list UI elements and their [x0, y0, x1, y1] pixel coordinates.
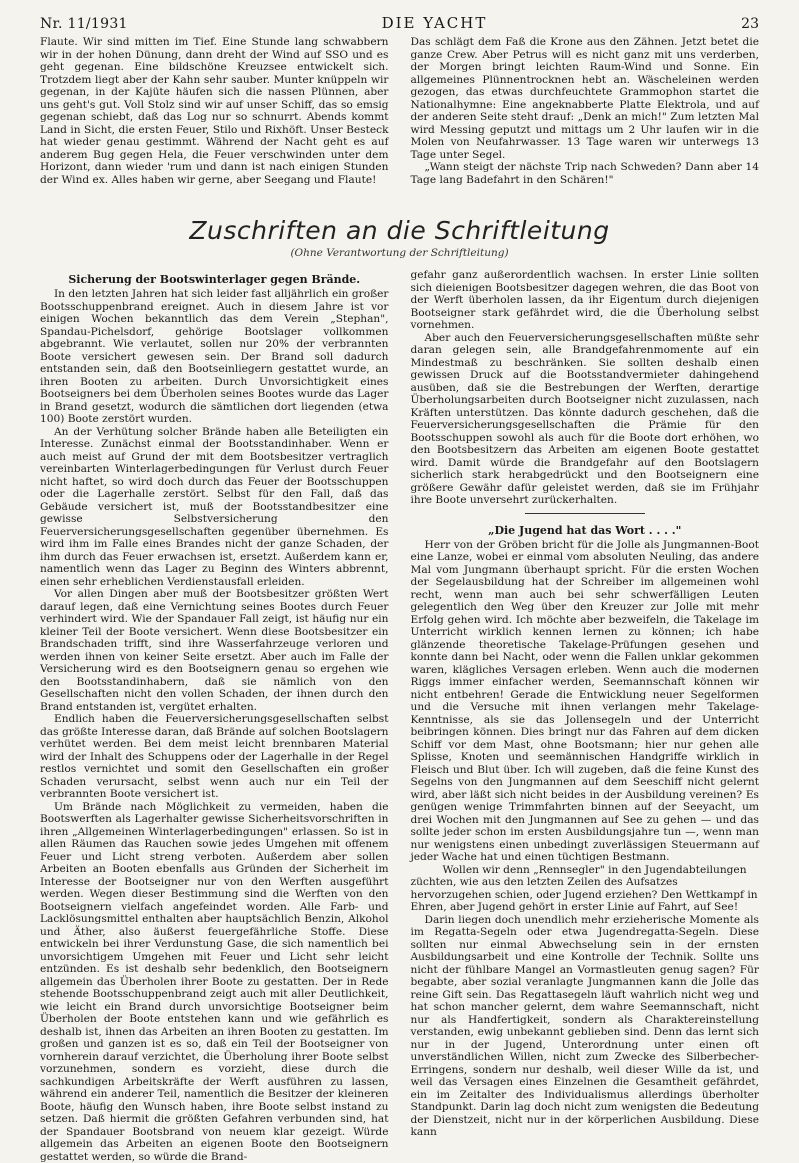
- left-column: [40, 269, 389, 1095]
- issue-number: Nr. 11/1931: [40, 16, 128, 32]
- paragraph: Das schlägt dem Faß die Krone aus den Zähnen. Jetzt betet die ganze Crew. Aber Petrus will es nicht ganz mit uns verderben, der Morgen bringt leichten Raum-Wind und Sonne. Ein allgemeines Plünnentrocknen hebt an. Wäscheleinen werden gezogen, das etwas durchfeuchtete Grammophon startet die Nationalhymne: Eine angeknabberte Platte Elektrola, und auf der anderen Seite steht drauf: „Denk an mich!" Zum letzten Mal wird Messing geputzt und mittags um 2 Uhr laufen wir in die Molen von Neufahrwasser. 13 Tage waren wir unterwegs 13 Tage unter Segel.: [411, 36, 760, 161]
- paragraph: Endlich haben die Feuerversicherungsgesellschaften selbst das größte Interesse daran, daß Brände auf solchen Bootslagern verhütet werden. Bei dem meist leicht brennbaren Material wird der Inhalt des Schuppens oder der Lagerhalle in der Regel restlos vernichtet und somit den Gesellschaften ein großer Schaden verursacht, selbst wenn auch nur ein Teil der verbrannten Boote versichert ist.: [40, 713, 389, 801]
- page-number: 23: [741, 16, 759, 32]
- paragraph: Flaute. Wir sind mitten im Tief. Eine Stunde lang schwabbern wir in der hohen Dünung, dann dreht der Wind auf SSO und es geht gegenan. Eine bildschöne Kreuzsee entwickelt sich. Trotzdem liegt aber der Kahn sehr sauber. Munter knüppeln wir gegenan, in der Kajüte häufen sich die nassen Plünnen, aber uns geht's gut. Voll Stolz sind wir auf unser Schiff, das so emsig gegenan schiebt, daß das Log nur so schnurrt. Abends kommt Land in Sicht, die ersten Feuer, Stilo und Rixhöft. Unser Besteck hat wieder genau gestimmt. Während der Nacht geht es auf anderem Bug gegen Hela, die Feuer verschwinden unter dem Horizont, dann wieder 'rum und dann ist nach einigen Stunden der Wind ex. Alles haben wir gerne, aber Seegang und Flaute!: [40, 36, 389, 186]
- right-column: [411, 269, 760, 1095]
- paragraph: In den letzten Jahren hat sich leider fast alljährlich ein großer Bootsschuppenbrand ereignet. Auch in diesem Jahre ist vor einigen Wochen bekanntlich das dem Verein „Stephan", Spandau-Pichelsdorf, gehörige Bootslager vollkommen abgebrannt. Wie verlautet, sollen nur 20% der verbrannten Boote versichert gewesen sein. Der Brand soll dadurch entstanden sein, daß den Bootseinliegern gestattet wurde, an ihren Booten zu arbeiten. Durch Unvorsichtigkeit eines Bootseigners bei dem Überholen seines Bootes wurde das Lager in Brand gesetzt, wodurch die sämtlichen dort liegenden (etwa 100) Boote zerstört wurden.: [40, 288, 389, 426]
- letters-section: [40, 269, 759, 1095]
- paragraph: Vor allen Dingen aber muß der Bootsbesitzer größten Wert darauf legen, daß eine Vernichtung seines Bootes durch Feuer verhindert wird. Wie der Spandauer Fall zeigt, ist häufig nur ein kleiner Teil der Boote versichert. Wenn diese Bootsbesitzer ein Brandschaden trifft, sind ihre Wasserfahrzeuge verloren und werden ihnen von keiner Seite ersetzt. Aber auch im Falle der Versicherung wird es den Bootseignern genau so ergehen wie den Bootsstandinhabern, daß sie nämlich von den Gesellschaften nicht den vollen Schaden, der ihnen durch den Brand entstanden ist, vergütet erhalten.: [40, 588, 389, 713]
- section-subtitle: (Ohne Verantwortung der Schriftleitung): [40, 247, 759, 259]
- paragraph: Herr von der Gröben bricht für die Jolle als Jungmannen-Boot eine Lanze, wobei er einmal vom absoluten Neuling, das andere Mal vom Jungmann überhaupt spricht. Für die ersten Wochen der Segelausbildung hat der Schreiber im allgemeinen wohl recht, wenn man auch bei sehr schwerfälligen Leuten gelegentlich den Weg über den Kreuzer zur Jolle mit mehr Erfolg gehen wird. Ich möchte aber bezweifeln, die Takelage im Unterricht wirklich kennen lernen zu können; ich habe glänzende theoretische Takelage-Prüfungen gesehen und konnte dann bei Nacht, oder wenn die Fallen unklar gekommen waren, klägliches Versagen erleben. Wenn auch die modernen Riggs immer einfacher werden, Seemannschaft können wir nicht entbehren! Gerade die Entwicklung neuer Segelformen und die Versuche mit ihnen verlangen mehr Takelage-Kenntnisse, als sie das Jollensegeln und der Unterricht beibringen können. Dies bringt nur das Fahren auf dem dicken Schiff vor dem Mast, ohne Bootsmann; hier nur gehen alle Splisse, Knoten und seemännischen Handgriffe wirklich in Fleisch und Blut über. Ich will zugeben, daß die feine Kunst des Segelns von den Jungmannen auf dem Seeschiff nicht gelernt wird, aber läßt sich nicht beides in der Ausbildung vereinen? Es genügen wenige Trimmfahrten binnen auf der Seeyacht, um drei Wochen mit den Jungmannen auf See zu gehen — und das sollte jeder schon im ersten Ausbildungsjahre tun —, wenn man nur wenigstens einen unbedingt zuverlässigen Steuermann auf jeder Wache hat und einen tüchtigen Bestmann.: [411, 539, 760, 864]
- paragraph: Aber auch den Feuerversicherungsgesellschaften müßte sehr daran gelegen sein, alle Brandgefahrenmomente auf ein Mindestmaß zu beschränken. Sie sollten deshalb einen gewissen Druck auf die Bootsstandvermieter dahingehend ausüben, daß sie die Bestrebungen der Werften, derartige Überholungsarbeiten durch Bootseigner nicht zuzulassen, nach Kräften unterstützen. Das könnte dadurch geschehen, daß die Feuerversicherungsgesellschaften die Prämie für den Bootsschuppen sowohl als auch für die Boote dort erhöhen, wo den Bootsbesitzern das Arbeiten am eigenen Boote gestattet wird. Damit würde die Brandgefahr auf den Bootslagern sicherlich stark herabgedrückt und den Bootseignern eine größere Gewähr dafür geleistet werden, daß sie im Frühjahr ihre Boote unversehrt zurückerhalten.: [411, 332, 760, 507]
- continued-travelogue: [40, 36, 759, 208]
- paragraph: Darin liegen doch unendlich mehr erzieherische Momente als im Regatta-Segeln oder etwa Jugendregatta-Segeln. Diese sollten nur einmal Abwechselung sein in der ernsten Ausbildungsarbeit und eine Kontrolle der Technik. Sollte uns nicht der fühlbare Mangel an Vormastleuten genug sagen? Für begabte, aber sozial veranlagte Jungmannen kann die Jolle das reine Gift sein. Das Regattasegeln läuft wahrlich nicht weg und hat schon mancher gelernt, dem wahre Seemannschaft, nicht nur als Handfertigkeit, sondern als Charaktereinstellung verstanden, ewig unbekannt geblieben sind. Denn das lernt sich nur in der Jugend, Unterordnung unter einen oft unverständlichen Willen, nicht zum Zwecke des Silberbecher-Erringens, sondern nur deshalb, weil dieser Wille da ist, und weil das Versagen eines Einzelnen die Gesamtheit gefährdet, ein im Zeitalter des Individualismus allerdings überholter Standpunkt. Darin lag doch nicht zum wenigsten die Bedeutung der Dienstzeit, nicht nur in der körperlichen Ausbildung. Diese kann: [411, 914, 760, 1139]
- paragraph: „Wann steigt der nächste Trip nach Schweden? Dann aber 14 Tage lang Badefahrt in den Schären!": [411, 161, 760, 186]
- article-title: Sicherung der Bootswinterlager gegen Brände.: [40, 273, 389, 286]
- article-divider: [525, 513, 645, 514]
- paragraph: Wollen wir denn „Rennsegler" in den Jugendabteilungen züchten, wie aus den letzten Zeilen des Aufsatzes hervorzugehen schien, oder Jugend erziehen? Den Wettkampf in Ehren, aber Jugend gehört in erster Linie auf Fahrt, auf See!: [411, 864, 760, 914]
- page-header: [40, 14, 759, 36]
- paragraph: gefahr ganz außerordentlich wachsen. In erster Linie sollten sich dieienigen Bootsbesitzer dagegen wehren, die das Boot von der Werft überholen lassen, da ihr Eigentum durch diejenigen Bootseigner stark gefährdet wird, die die Überholung selbst vornehmen.: [411, 269, 760, 332]
- section-masthead: [40, 216, 759, 259]
- section-title: Zuschriften an die Schriftleitung: [40, 216, 759, 245]
- paragraph: An der Verhütung solcher Brände haben alle Beteiligten ein Interesse. Zunächst einmal der Bootsstandinhaber. Wenn er auch meist auf Grund der mit dem Bootsbesitzer vertraglich vereinbarten Winterlagerbedingungen für Verlust durch Feuer nicht haftet, so wird doch durch das Feuer der Bootsschuppen oder die Lagerhalle zerstört. Selbst für den Fall, daß das Gebäude versichert ist, muß der Bootsstandbesitzer eine gewisse Selbstversicherung den Feuerversicherungsgesellschaften gegenüber übernehmen. Es wird ihm im Falle eines Brandes nicht der ganze Schaden, der ihm durch das Feuer erwachsen ist, ersetzt. Außerdem kann er, namentlich wenn das Lager zu Beginn des Winters abbrennt, einen sehr erheblichen Verdienstausfall erleiden.: [40, 426, 389, 589]
- top-right-column: [411, 36, 760, 208]
- paragraph: Um Brände nach Möglichkeit zu vermeiden, haben die Bootswerften als Lagerhalter gewisse Sicherheitsvorschriften in ihren „Allgemeinen Winterlagerbedingungen" erlassen. So ist in allen Räumen das Rauchen sowie jedes Umgehen mit offenem Feuer und Licht streng verboten. Außerdem aber sollen Arbeiten an Booten ebenfalls aus Gründen der Sicherheit im Interesse der Bootseigner nur von den Werften ausgeführt werden. Wegen dieser Bestimmung sind die Werften von den Bootseignern vielfach angefeindet worden. Alle Farb- und Lacklösungsmittel enthalten aber hauptsächlich Benzin, Alkohol und Äther, also äußerst feuergefährliche Stoffe. Diese entwickeln bei ihrer Verdunstung Gase, die sich namentlich bei unvorsichtigem Umgehen mit Feuer und Licht sehr leicht entzünden. Es ist deshalb sehr bedenklich, den Bootseignern allgemein das Überholen ihrer Boote zu gestatten. Der in Rede stehende Bootsschuppenbrand zeigt auch mit aller Deutlichkeit, wie leicht ein Brand durch unvorsichtige Bootseigner beim Überholen der Boote entstehen kann und wie gefährlich es deshalb ist, ihnen das Arbeiten an ihren Booten zu gestatten. Im großen und ganzen ist es so, daß ein Teil der Bootseigner von vornherein darauf verzichtet, die Überholung ihrer Boote selbst vorzunehmen, sondern es vorzieht, diese durch die sachkundigen Arbeitskräfte der Werft ausführen zu lassen, während ein anderer Teil, namentlich die Besitzer der kleineren Boote, häufig den Wunsch haben, ihre Boote selbst instand zu setzen. Daß hiermit die größten Gefahren verbunden sind, hat der Spandauer Bootsbrand von neuem klar gezeigt. Würde allgemein das Arbeiten an eigenen Boote den Bootseignern gestattet werden, so würde die Brand-: [40, 801, 389, 1163]
- journal-title: DIE YACHT: [382, 14, 488, 32]
- top-left-column: [40, 36, 389, 208]
- article-title: „Die Jugend hat das Wort . . . .": [411, 524, 760, 537]
